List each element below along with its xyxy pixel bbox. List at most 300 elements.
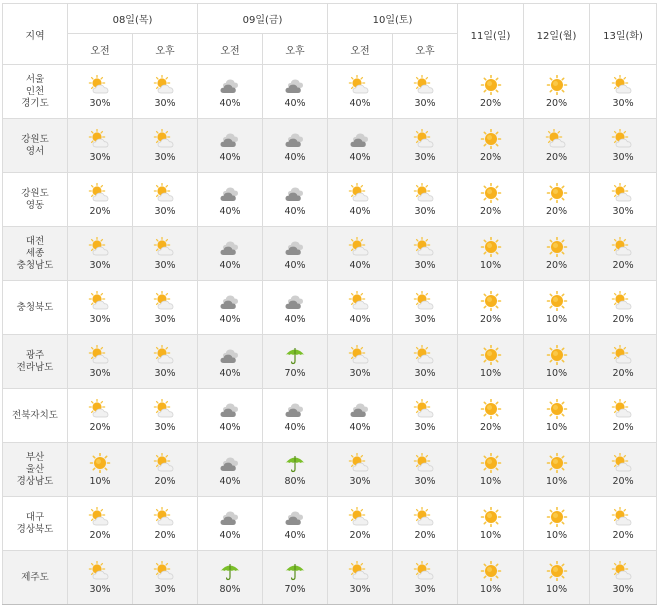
cloudy-icon xyxy=(282,237,308,257)
forecast-cell-thu-am xyxy=(68,335,133,389)
precipitation-chance: 10% xyxy=(479,475,502,487)
precipitation-chance: 30% xyxy=(89,97,111,109)
umbrella-icon xyxy=(282,453,308,473)
precipitation-chance: 40% xyxy=(284,529,306,541)
precipitation-chance: 30% xyxy=(414,97,436,109)
precipitation-chance: 10% xyxy=(545,313,568,325)
day-header-fri: 09일(금) xyxy=(198,4,328,34)
region-name xyxy=(3,497,68,551)
forecast-cell-mon xyxy=(524,551,590,605)
precipitation-chance: 30% xyxy=(612,151,634,163)
region-name-line: 경기도 xyxy=(21,97,49,109)
partly-cloudy-icon xyxy=(87,345,113,365)
forecast-cell-sat-am xyxy=(328,281,393,335)
precipitation-chance: 40% xyxy=(284,151,306,163)
forecast-cell-sat-pm xyxy=(393,227,458,281)
precipitation-chance: 30% xyxy=(414,205,436,217)
precipitation-chance: 10% xyxy=(545,475,568,487)
weekly-forecast-table xyxy=(2,3,657,605)
umbrella-icon xyxy=(282,561,308,581)
forecast-cell-mon xyxy=(524,281,590,335)
forecast-cell-fri-am xyxy=(198,227,263,281)
precipitation-chance: 30% xyxy=(414,313,436,325)
forecast-container xyxy=(2,3,656,605)
forecast-cell-fri-pm xyxy=(263,443,328,497)
forecast-cell-tue xyxy=(590,281,657,335)
region-name xyxy=(3,335,68,389)
precipitation-chance: 30% xyxy=(349,475,371,487)
cloudy-icon xyxy=(217,75,243,95)
precipitation-chance: 30% xyxy=(349,367,371,379)
forecast-cell-sat-pm xyxy=(393,173,458,227)
region-name-line: 전북자치도 xyxy=(12,409,58,421)
day-header-sun: 11일(일) xyxy=(458,4,524,65)
partly-cloudy-icon xyxy=(347,507,373,527)
partly-cloudy-icon xyxy=(152,399,178,419)
forecast-cell-thu-pm xyxy=(133,335,198,389)
region-name xyxy=(3,389,68,443)
precipitation-chance: 20% xyxy=(612,259,634,271)
cloudy-icon xyxy=(217,453,243,473)
forecast-cell-thu-am xyxy=(68,281,133,335)
forecast-cell-thu-pm xyxy=(133,551,198,605)
forecast-cell-sun xyxy=(458,497,524,551)
forecast-cell-tue xyxy=(590,227,657,281)
partly-cloudy-icon xyxy=(152,183,178,203)
table-row xyxy=(3,227,657,281)
forecast-cell-thu-pm xyxy=(133,119,198,173)
partly-cloudy-icon xyxy=(87,561,113,581)
region-name-line: 영서 xyxy=(25,145,45,157)
partly-cloudy-icon xyxy=(87,507,113,527)
forecast-cell-sat-am xyxy=(328,443,393,497)
cloudy-icon xyxy=(217,291,243,311)
sun-icon xyxy=(544,345,570,365)
precipitation-chance: 10% xyxy=(479,583,502,595)
precipitation-chance: 20% xyxy=(479,421,502,433)
precipitation-chance: 30% xyxy=(414,583,436,595)
forecast-cell-thu-am xyxy=(68,551,133,605)
precipitation-chance: 40% xyxy=(284,205,306,217)
forecast-cell-thu-pm xyxy=(133,497,198,551)
precipitation-chance: 20% xyxy=(612,421,634,433)
region-name-line: 대전 xyxy=(25,235,45,247)
region-name xyxy=(3,551,68,605)
partly-cloudy-icon xyxy=(412,453,438,473)
partly-cloudy-icon xyxy=(152,345,178,365)
forecast-cell-thu-am xyxy=(68,443,133,497)
precipitation-chance: 30% xyxy=(154,583,176,595)
sun-icon xyxy=(544,399,570,419)
partly-cloudy-icon xyxy=(610,129,636,149)
forecast-cell-thu-am xyxy=(68,389,133,443)
cloudy-icon xyxy=(282,75,308,95)
precipitation-chance: 80% xyxy=(219,583,241,595)
precipitation-chance: 30% xyxy=(612,97,634,109)
cloudy-icon xyxy=(282,507,308,527)
precipitation-chance: 20% xyxy=(545,97,568,109)
precipitation-chance: 40% xyxy=(349,313,371,325)
precipitation-chance: 10% xyxy=(545,529,568,541)
precipitation-chance: 30% xyxy=(349,583,371,595)
region-name-line: 서울 xyxy=(25,73,45,85)
partly-cloudy-icon xyxy=(87,237,113,257)
precipitation-chance: 30% xyxy=(414,259,436,271)
region-name-line: 경상북도 xyxy=(16,523,54,535)
region-name-line: 강원도 xyxy=(21,187,49,199)
forecast-cell-fri-pm xyxy=(263,335,328,389)
forecast-cell-thu-pm xyxy=(133,281,198,335)
table-row xyxy=(3,119,657,173)
forecast-cell-sat-pm xyxy=(393,443,458,497)
sun-icon xyxy=(544,75,570,95)
region-name-line: 광주 xyxy=(25,349,45,361)
precipitation-chance: 20% xyxy=(479,151,502,163)
partly-cloudy-icon xyxy=(347,561,373,581)
day-header-sat: 10일(토) xyxy=(328,4,458,34)
forecast-cell-fri-am xyxy=(198,443,263,497)
precipitation-chance: 80% xyxy=(284,475,306,487)
cloudy-icon xyxy=(347,399,373,419)
forecast-cell-sun xyxy=(458,551,524,605)
table-row xyxy=(3,173,657,227)
cloudy-icon xyxy=(282,291,308,311)
partly-cloudy-icon xyxy=(347,345,373,365)
precipitation-chance: 10% xyxy=(89,475,111,487)
forecast-cell-sun xyxy=(458,335,524,389)
forecast-cell-thu-am xyxy=(68,119,133,173)
precipitation-chance: 40% xyxy=(219,205,241,217)
partly-cloudy-icon xyxy=(544,129,570,149)
precipitation-chance: 30% xyxy=(89,313,111,325)
precipitation-chance: 10% xyxy=(479,259,502,271)
partly-cloudy-icon xyxy=(152,507,178,527)
region-name-line: 충청남도 xyxy=(16,259,54,271)
region-name-line: 세종 xyxy=(25,247,45,259)
umbrella-icon xyxy=(217,561,243,581)
forecast-cell-sat-am xyxy=(328,65,393,119)
precipitation-chance: 40% xyxy=(219,151,241,163)
precipitation-chance: 70% xyxy=(284,583,306,595)
partly-cloudy-icon xyxy=(610,345,636,365)
partly-cloudy-icon xyxy=(347,75,373,95)
forecast-cell-sat-am xyxy=(328,335,393,389)
forecast-cell-fri-pm xyxy=(263,227,328,281)
sun-icon xyxy=(478,345,504,365)
precipitation-chance: 20% xyxy=(154,529,176,541)
partly-cloudy-icon xyxy=(152,561,178,581)
partly-cloudy-icon xyxy=(152,453,178,473)
forecast-cell-thu-pm xyxy=(133,443,198,497)
precipitation-chance: 30% xyxy=(89,583,111,595)
forecast-cell-sun xyxy=(458,281,524,335)
sun-icon xyxy=(544,183,570,203)
precipitation-chance: 30% xyxy=(612,583,634,595)
umbrella-icon xyxy=(282,345,308,365)
forecast-cell-fri-am xyxy=(198,173,263,227)
partly-cloudy-icon xyxy=(152,237,178,257)
precipitation-chance: 30% xyxy=(154,205,176,217)
forecast-cell-sat-pm xyxy=(393,119,458,173)
precipitation-chance: 20% xyxy=(612,313,634,325)
cloudy-icon xyxy=(217,237,243,257)
partly-cloudy-icon xyxy=(412,345,438,365)
forecast-cell-tue xyxy=(590,389,657,443)
precipitation-chance: 20% xyxy=(414,529,436,541)
precipitation-chance: 40% xyxy=(219,421,241,433)
partly-cloudy-icon xyxy=(610,75,636,95)
partly-cloudy-icon xyxy=(412,399,438,419)
forecast-cell-tue xyxy=(590,497,657,551)
precipitation-chance: 30% xyxy=(154,97,176,109)
precipitation-chance: 20% xyxy=(545,151,568,163)
precipitation-chance: 30% xyxy=(154,421,176,433)
forecast-cell-sat-am xyxy=(328,389,393,443)
precipitation-chance: 10% xyxy=(545,583,568,595)
pm-header: 오후 xyxy=(133,34,198,65)
partly-cloudy-icon xyxy=(412,291,438,311)
precipitation-chance: 40% xyxy=(284,313,306,325)
precipitation-chance: 30% xyxy=(154,259,176,271)
forecast-cell-tue xyxy=(590,443,657,497)
partly-cloudy-icon xyxy=(412,237,438,257)
sun-icon xyxy=(478,399,504,419)
sun-icon xyxy=(478,237,504,257)
region-name-line: 전라남도 xyxy=(16,361,54,373)
cloudy-icon xyxy=(282,183,308,203)
table-body xyxy=(3,65,657,605)
forecast-cell-mon xyxy=(524,227,590,281)
table-row xyxy=(3,281,657,335)
cloudy-icon xyxy=(217,345,243,365)
region-name xyxy=(3,173,68,227)
precipitation-chance: 30% xyxy=(414,475,436,487)
table-row xyxy=(3,65,657,119)
forecast-cell-fri-pm xyxy=(263,281,328,335)
forecast-cell-sat-am xyxy=(328,173,393,227)
partly-cloudy-icon xyxy=(412,561,438,581)
forecast-cell-fri-am xyxy=(198,119,263,173)
cloudy-icon xyxy=(282,399,308,419)
cloudy-icon xyxy=(282,129,308,149)
pm-header: 오후 xyxy=(393,34,458,65)
cloudy-icon xyxy=(217,399,243,419)
forecast-cell-mon xyxy=(524,173,590,227)
precipitation-chance: 40% xyxy=(219,97,241,109)
header-row-days xyxy=(3,4,657,34)
precipitation-chance: 30% xyxy=(154,367,176,379)
forecast-cell-sat-am xyxy=(328,227,393,281)
forecast-cell-sat-am xyxy=(328,551,393,605)
partly-cloudy-icon xyxy=(610,561,636,581)
precipitation-chance: 30% xyxy=(89,259,111,271)
am-header: 오전 xyxy=(68,34,133,65)
region-name-line: 제주도 xyxy=(21,571,49,583)
forecast-cell-fri-pm xyxy=(263,119,328,173)
precipitation-chance: 40% xyxy=(219,367,241,379)
precipitation-chance: 70% xyxy=(284,367,306,379)
precipitation-chance: 30% xyxy=(414,421,436,433)
region-name xyxy=(3,65,68,119)
precipitation-chance: 20% xyxy=(479,313,502,325)
precipitation-chance: 30% xyxy=(89,367,111,379)
cloudy-icon xyxy=(217,129,243,149)
precipitation-chance: 40% xyxy=(349,259,371,271)
precipitation-chance: 20% xyxy=(612,367,634,379)
precipitation-chance: 10% xyxy=(545,421,568,433)
partly-cloudy-icon xyxy=(610,291,636,311)
am-header: 오전 xyxy=(328,34,393,65)
forecast-cell-mon xyxy=(524,389,590,443)
forecast-cell-sat-am xyxy=(328,119,393,173)
pm-header: 오후 xyxy=(263,34,328,65)
forecast-cell-mon xyxy=(524,497,590,551)
precipitation-chance: 20% xyxy=(89,529,111,541)
cloudy-icon xyxy=(347,129,373,149)
precipitation-chance: 10% xyxy=(479,529,502,541)
precipitation-chance: 40% xyxy=(219,259,241,271)
table-row xyxy=(3,335,657,389)
precipitation-chance: 20% xyxy=(479,205,502,217)
precipitation-chance: 40% xyxy=(284,421,306,433)
partly-cloudy-icon xyxy=(87,183,113,203)
table-row xyxy=(3,443,657,497)
forecast-cell-tue xyxy=(590,551,657,605)
partly-cloudy-icon xyxy=(87,129,113,149)
precipitation-chance: 40% xyxy=(284,259,306,271)
forecast-cell-tue xyxy=(590,119,657,173)
region-name-line: 대구 xyxy=(25,511,45,523)
region-name-line: 인천 xyxy=(25,85,45,97)
am-header: 오전 xyxy=(198,34,263,65)
partly-cloudy-icon xyxy=(412,75,438,95)
precipitation-chance: 40% xyxy=(284,97,306,109)
precipitation-chance: 40% xyxy=(349,205,371,217)
region-name-line: 울산 xyxy=(25,463,45,475)
sun-icon xyxy=(544,507,570,527)
partly-cloudy-icon xyxy=(347,183,373,203)
day-header-tue: 13일(화) xyxy=(590,4,657,65)
precipitation-chance: 30% xyxy=(414,151,436,163)
forecast-cell-sun xyxy=(458,443,524,497)
precipitation-chance: 30% xyxy=(154,313,176,325)
region-column-header: 지역 xyxy=(3,4,68,65)
precipitation-chance: 40% xyxy=(219,529,241,541)
precipitation-chance: 20% xyxy=(545,259,568,271)
precipitation-chance: 20% xyxy=(349,529,371,541)
sun-icon xyxy=(478,291,504,311)
partly-cloudy-icon xyxy=(412,507,438,527)
forecast-cell-mon xyxy=(524,335,590,389)
forecast-cell-thu-am xyxy=(68,173,133,227)
forecast-cell-sun xyxy=(458,389,524,443)
precipitation-chance: 20% xyxy=(89,421,111,433)
precipitation-chance: 10% xyxy=(545,367,568,379)
precipitation-chance: 30% xyxy=(414,367,436,379)
sun-icon xyxy=(478,75,504,95)
forecast-cell-sat-pm xyxy=(393,497,458,551)
partly-cloudy-icon xyxy=(152,129,178,149)
table-row xyxy=(3,551,657,605)
precipitation-chance: 40% xyxy=(219,475,241,487)
sun-icon xyxy=(478,453,504,473)
partly-cloudy-icon xyxy=(347,291,373,311)
precipitation-chance: 40% xyxy=(349,421,371,433)
forecast-cell-sun xyxy=(458,65,524,119)
table-row xyxy=(3,389,657,443)
partly-cloudy-icon xyxy=(412,183,438,203)
partly-cloudy-icon xyxy=(347,453,373,473)
forecast-cell-sun xyxy=(458,173,524,227)
forecast-cell-mon xyxy=(524,65,590,119)
forecast-cell-sat-pm xyxy=(393,335,458,389)
forecast-cell-sun xyxy=(458,227,524,281)
table-header xyxy=(3,4,657,65)
precipitation-chance: 30% xyxy=(89,151,111,163)
forecast-cell-sat-am xyxy=(328,497,393,551)
sun-icon xyxy=(544,291,570,311)
cloudy-icon xyxy=(217,507,243,527)
precipitation-chance: 40% xyxy=(349,151,371,163)
precipitation-chance: 20% xyxy=(612,529,634,541)
partly-cloudy-icon xyxy=(87,75,113,95)
precipitation-chance: 30% xyxy=(612,205,634,217)
table-row xyxy=(3,497,657,551)
region-name xyxy=(3,443,68,497)
forecast-cell-thu-am xyxy=(68,65,133,119)
forecast-cell-fri-am xyxy=(198,551,263,605)
partly-cloudy-icon xyxy=(152,75,178,95)
forecast-cell-tue xyxy=(590,335,657,389)
partly-cloudy-icon xyxy=(87,291,113,311)
forecast-cell-fri-am xyxy=(198,281,263,335)
forecast-cell-fri-pm xyxy=(263,65,328,119)
forecast-cell-thu-am xyxy=(68,227,133,281)
precipitation-chance: 40% xyxy=(219,313,241,325)
sun-icon xyxy=(544,453,570,473)
partly-cloudy-icon xyxy=(610,183,636,203)
sun-icon xyxy=(87,453,113,473)
forecast-cell-sat-pm xyxy=(393,389,458,443)
partly-cloudy-icon xyxy=(87,399,113,419)
partly-cloudy-icon xyxy=(610,237,636,257)
forecast-cell-fri-pm xyxy=(263,389,328,443)
partly-cloudy-icon xyxy=(610,507,636,527)
forecast-cell-fri-am xyxy=(198,389,263,443)
precipitation-chance: 20% xyxy=(89,205,111,217)
partly-cloudy-icon xyxy=(412,129,438,149)
forecast-cell-mon xyxy=(524,443,590,497)
region-name xyxy=(3,281,68,335)
forecast-cell-thu-pm xyxy=(133,227,198,281)
precipitation-chance: 20% xyxy=(154,475,176,487)
precipitation-chance: 40% xyxy=(349,97,371,109)
forecast-cell-tue xyxy=(590,173,657,227)
forecast-cell-thu-pm xyxy=(133,389,198,443)
sun-icon xyxy=(544,237,570,257)
precipitation-chance: 10% xyxy=(479,367,502,379)
precipitation-chance: 20% xyxy=(479,97,502,109)
forecast-cell-fri-am xyxy=(198,335,263,389)
sun-icon xyxy=(478,561,504,581)
sun-icon xyxy=(478,507,504,527)
partly-cloudy-icon xyxy=(610,453,636,473)
region-name-line: 강원도 xyxy=(21,133,49,145)
partly-cloudy-icon xyxy=(152,291,178,311)
forecast-cell-sat-pm xyxy=(393,65,458,119)
region-name xyxy=(3,119,68,173)
region-name xyxy=(3,227,68,281)
